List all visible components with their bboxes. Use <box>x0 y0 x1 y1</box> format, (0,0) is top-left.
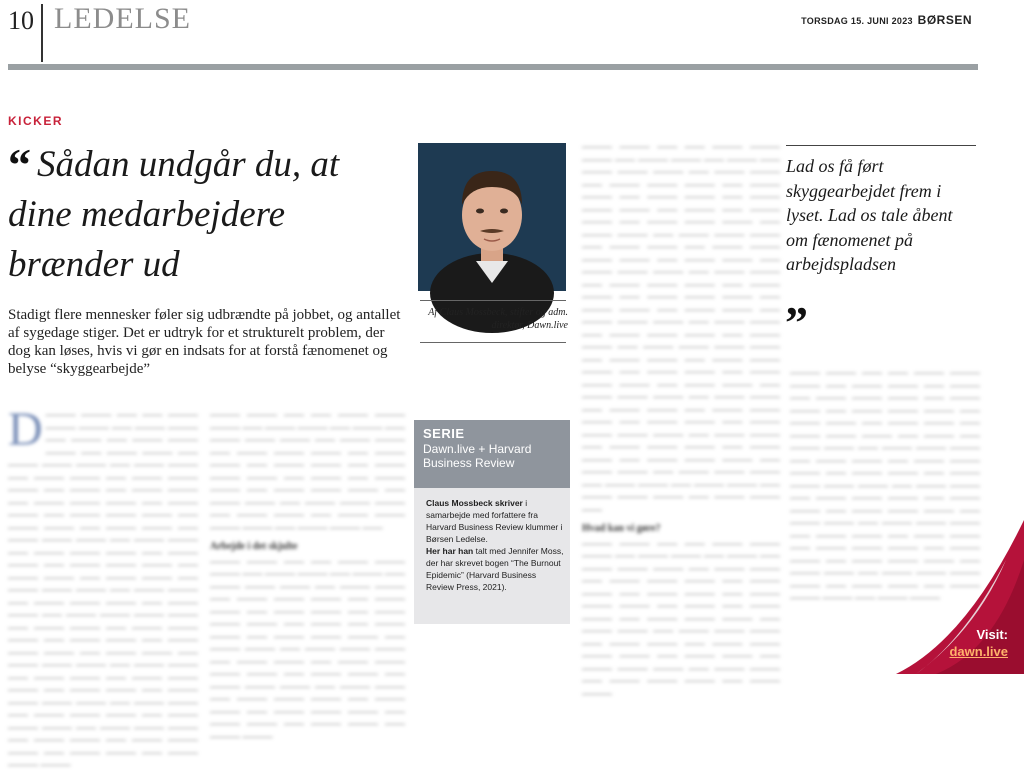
newspaper-logo: BØRSEN <box>917 13 972 27</box>
dateline <box>801 13 972 27</box>
visit-url[interactable]: dawn.live <box>949 644 1008 659</box>
serie-text-2: talt med Jennifer Moss, der har skrevet bogen “The Burnout Epidemic” (Harvard Business Review Press, 2021). <box>426 546 564 592</box>
subhead-1: Arbejde i det skjulte <box>210 541 298 552</box>
section-title: LEDELSE <box>54 2 191 35</box>
close-quote-icon: ” <box>785 297 808 348</box>
serie-body <box>426 497 564 593</box>
page-number: 10 <box>8 6 34 35</box>
body-column-1: D ——— ——— —— —— ——— ——— ——— —— ——— ——— —— ——— —— ——— ——— ——— —— ——— ——— —— ——— ——— ——— —— ——— ——— —— ——— ——— —— ——— ——— ——— —— ——— —— ——— ——— —— ——— ——— ——— —— ——— ——— —— ——— ——— ——— —— ——— ——— —— ——— ——— —— ——— ——— ——— —— ——— ——— —— ——— ——— ——— —— ——— ——— —— ——— ——— ——— —— ——— ——— —— ——— ——— —— ——— ——— ——— —— ——— ——— —— ——— ——— ——— —— ——— ——— —— ——— ——— ——— ——— —— ——— ——— —— ——— ——— ——— —— ——— ——— —— ——— ——— ——— —— ——— ——— —— ——— ——— ——— —— ——— ——— —— ——— ——— —— ——— ——— ——— —— ——— ——— —— ——— ——— ——— ——— —— ——— ——— —— ——— ——— ——— —— ——— ——— ——— —— ——— ——— ——— —— ——— ——— —— ——— ——— ——— —— ——— ——— —— ——— ——— ——— <box>8 403 198 771</box>
serie-author: Claus Mossbeck skriver <box>426 498 523 508</box>
body-column-4: ——— ——— —— —— ——— ——— ——— —— ——— ——— —— ——— —— ——— ——— ——— —— ——— ——— —— ——— ——— ——— —— ——— ——— —— ——— ——— —— ——— ——— ——— —— ——— —— ——— ——— —— ——— ——— ——— —— ——— ——— —— ——— ——— ——— —— ——— ——— —— ——— ——— ——— ——— —— ——— ——— —— ——— ——— ——— —— ——— ——— —— ——— ——— ——— —— ——— ——— —— ——— ——— ——— —— ——— ——— —— ——— ——— —— ——— ——— ——— —— ——— ——— —— ——— ——— ——— —— ——— ——— —— ——— ——— ——— ——— —— ——— ——— —— ——— ——— ——— —— ——— ——— <box>790 368 980 604</box>
drop-cap: D <box>8 403 43 456</box>
visit-link[interactable] <box>949 626 1008 660</box>
body-column-3: ——— ——— —— —— ——— ——— ——— —— ——— ——— —— ——— —— ——— ——— ——— —— ——— ——— —— ——— ——— ——— —— ——— ——— —— ——— ——— —— ——— ——— ——— —— ——— —— ——— ——— —— ——— ——— ——— —— ——— ——— —— ——— ——— ——— —— ——— ——— —— ——— ——— ——— ——— —— ——— ——— —— ——— ——— ——— —— ——— ——— —— ——— ——— ——— —— ——— ——— —— ——— ——— ——— —— ——— ——— —— ——— ——— —— ——— ——— ——— —— ——— ——— —— ——— ——— ——— —— ——— ——— —— ——— ——— ——— ——— —— ——— ——— —— ——— ——— ——— —— ——— ——— —— ——— ——— ——— —— ——— ——— —— ——— ——— ——— —— ——— ——— —— ——— ——— —— ——— ——— ——— —— ——— ——— —— ——— ——— ——— ——— —— ——— ——— —— ——— ——— ——— —— ——— ——— —— ——— ——— ——— —— ——— ——— —— ——— ——— ——— —— ——— ——— —— ——— ——— —— ——— ——— ——— —— ——— ——— —— Hvad kan vi gøre? ——— ——— —— —— ——— ——— ——— —— ——— ——— —— ——— —— ——— ——— ——— —— ——— ——— —— ——— ——— ——— —— ——— ——— —— ——— ——— —— ——— ——— ——— —— ——— —— ——— ——— —— ——— ——— ——— —— ——— ——— —— ——— ——— ——— —— ——— ——— —— ——— ——— ——— ——— —— ——— ——— —— ——— ——— ——— —— ——— ——— —— ——— ——— ——— —— ——— ——— <box>582 142 780 700</box>
header-bar <box>8 64 978 70</box>
serie-bold-2: Her har han <box>426 546 474 556</box>
headline-text: Sådan undgår du, at dine medarbejdere brænder ud <box>8 144 340 285</box>
serie-text-1: i samarbejde med forfattere fra Harvard Business Review klummer i Børsen Ledelse. <box>426 498 563 544</box>
visit-label: Visit: <box>976 627 1008 642</box>
issue-date: TORSDAG 15. JUNI 2023 <box>801 16 913 26</box>
author-portrait <box>418 143 566 291</box>
byline: Af Claus Mossbeck, stifter og adm. direktør, Dawn.live <box>428 307 568 331</box>
portrait-image <box>418 143 566 291</box>
article-deck: Stadigt flere mennesker føler sig udbrændte på jobbet, og antallet af sygedage stiger. Det er udtryk for et strukturelt problem, der dog kan løses, hvis vi gør en indsats for at forstå fænomenet og belyse “skyggearbejde” <box>8 307 401 377</box>
serie-label: SERIE <box>423 426 465 441</box>
body-column-2: ——— ——— —— —— ——— ——— ——— —— ——— ——— —— ——— —— ——— ——— ——— —— ——— ——— —— ——— ——— ——— —— ——— ——— —— ——— ——— —— ——— ——— ——— —— ——— —— ——— ——— —— ——— ——— ——— —— ——— ——— —— ——— ——— ——— —— ——— ——— —— ——— ——— ——— ——— —— ——— ——— —— Arbejde i det skjulte ——— ——— —— —— ——— ——— ——— —— ——— ——— —— ——— —— ——— ——— ——— —— ——— ——— —— ——— ——— ——— —— ——— ——— —— ——— ——— —— ——— ——— ——— —— ——— —— ——— ——— —— ——— ——— ——— —— ——— ——— —— ——— ——— ——— —— ——— ——— —— ——— ——— ——— ——— —— ——— ——— —— ——— ——— ——— —— ——— ——— —— ——— ——— ——— —— ——— ——— —— ——— ——— ——— —— ——— ——— —— ——— ——— —— ——— ——— <box>210 410 405 743</box>
headline <box>8 140 408 290</box>
header-divider <box>41 4 43 62</box>
byline-rule-bottom <box>420 342 566 343</box>
serie-title: Dawn.live + Harvard Business Review <box>423 442 532 470</box>
byline-rule-top <box>420 300 566 301</box>
subhead-2: Hvad kan vi gøre? <box>582 523 661 534</box>
pull-quote-rule <box>786 145 976 146</box>
kicker: KICKER <box>8 114 64 128</box>
pull-quote: Lad os få ført skyggearbejdet frem i lyset. Lad os tale åbent om fænomenet på arbejdspladsen <box>786 156 953 274</box>
open-quote-icon: “ <box>8 139 31 190</box>
